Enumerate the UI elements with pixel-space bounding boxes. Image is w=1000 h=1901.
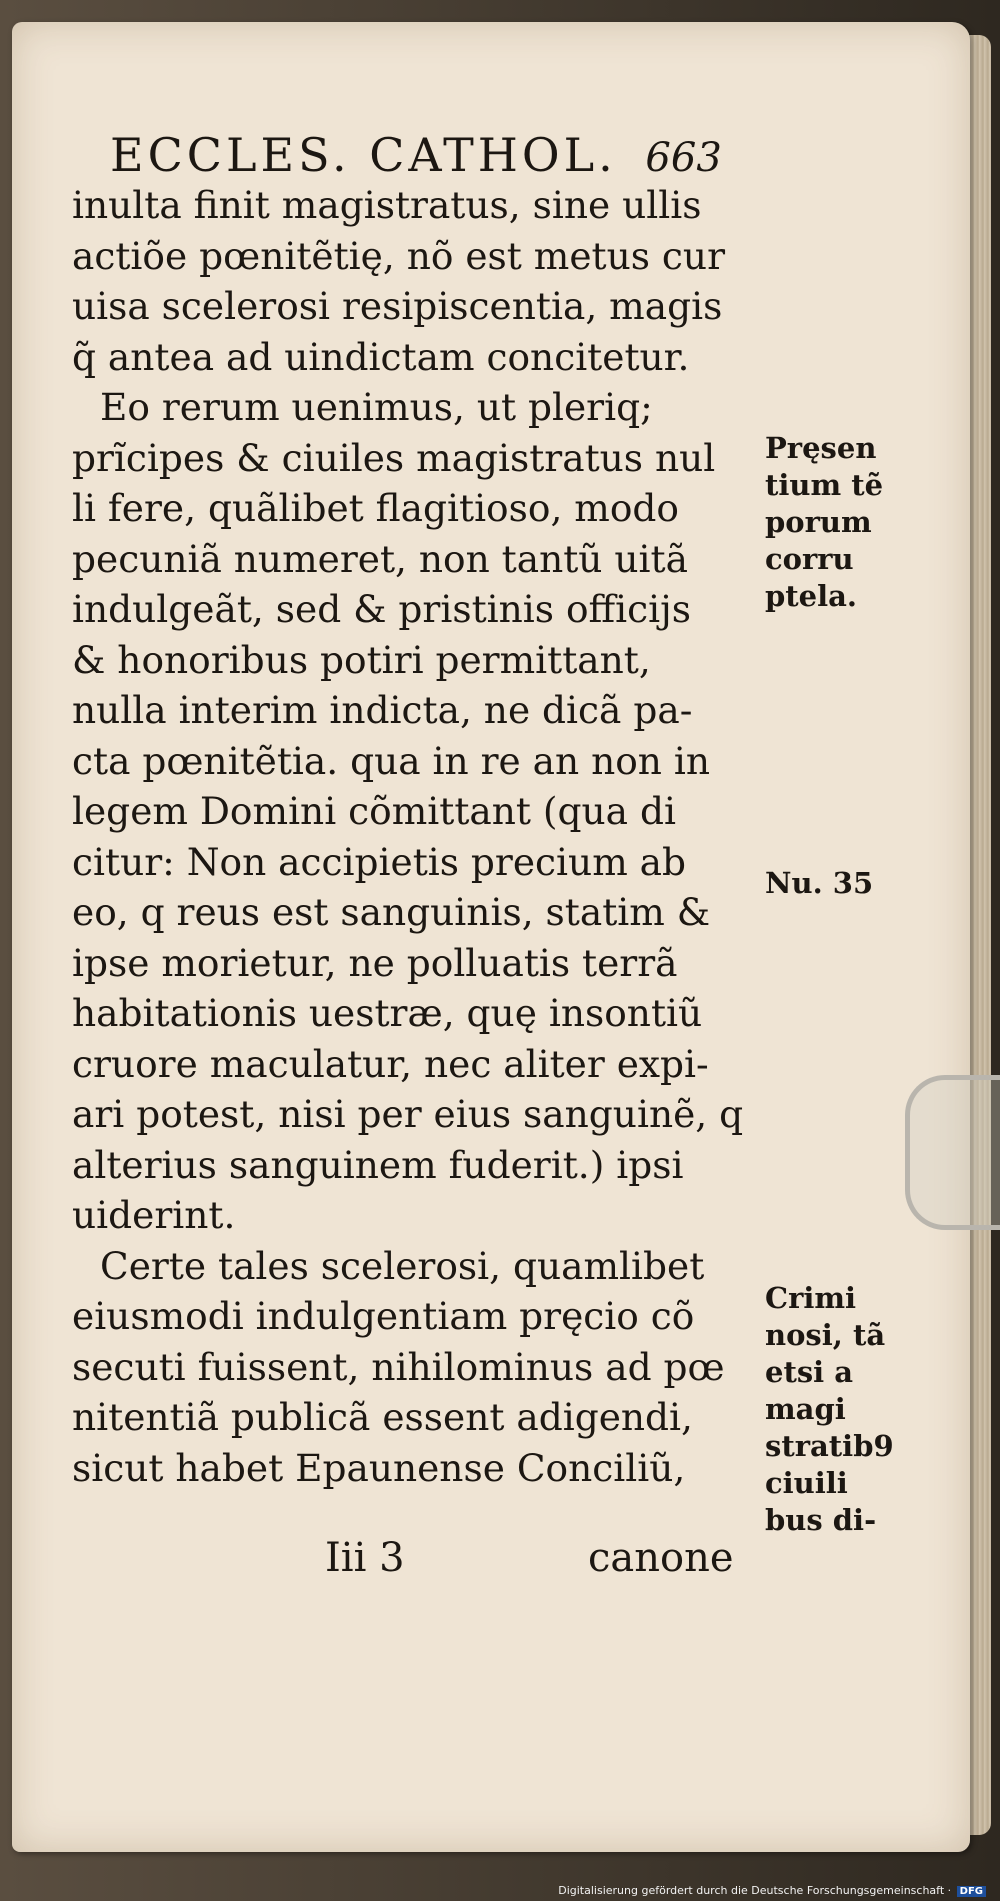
text-line: li fere, quãlibet flagitioso, modo <box>72 486 680 530</box>
margin-note-line: stratib9 <box>765 1429 894 1463</box>
text-line: legem Domini cõmittant (qua di <box>72 789 676 833</box>
margin-note-criminosi <box>765 1280 925 1539</box>
paper-clip <box>905 1075 1000 1230</box>
margin-note-line: etsi a <box>765 1355 854 1389</box>
text-line: nitentiã publicã essent adigendi, <box>72 1395 693 1439</box>
text-line: indulgeãt, sed & pristinis officijs <box>72 587 692 631</box>
text-line: uisa scelerosi resipiscentia, magis <box>72 284 723 328</box>
text-line: secuti fuissent, nihilominus ad pœ <box>72 1344 725 1389</box>
digitization-credit <box>558 1884 986 1897</box>
text-line: pecuniã numeret, non tantũ uitã <box>72 536 688 581</box>
dfg-logo: DFG <box>957 1886 986 1897</box>
running-head-title: ECCLES. CATHOL. <box>110 128 617 182</box>
margin-note-line: porum <box>765 505 872 539</box>
text-line: alterius sanguinem fuderit.) ipsi <box>72 1142 684 1187</box>
text-line: actiõe pœnitẽtię, nõ est metus cur <box>72 233 725 278</box>
paragraph-start-line: Eo rerum uenimus, ut pleriq; <box>100 385 653 429</box>
text-line: citur: Non accipietis precium ab <box>72 839 687 884</box>
margin-note-praesentium <box>765 430 925 615</box>
text-line: ari potest, nisi per eius sanguinẽ, q <box>72 1092 744 1136</box>
main-text-block <box>72 180 762 1493</box>
text-line: cruore maculatur, nec aliter expi- <box>72 1041 709 1086</box>
text-line: inulta finit magistratus, sine ullis <box>72 183 702 227</box>
text-line: q̃ antea ad uindictam concitetur. <box>72 334 690 379</box>
text-line: habitationis uestræ, quę insontiũ <box>72 991 703 1035</box>
text-line: sicut habet Epaunense Conciliũ, <box>72 1445 686 1490</box>
credit-text: Digitalisierung gefördert durch die Deutsche Forschungsgemeinschaft · <box>558 1884 952 1897</box>
text-line: ipse morietur, ne polluatis terrã <box>72 940 678 985</box>
margin-note-line: ciuili <box>765 1466 848 1500</box>
margin-note-line: Crimi <box>765 1281 857 1315</box>
margin-note-line: ptela. <box>765 579 858 613</box>
page-number: 663 <box>645 135 722 181</box>
text-line: eiusmodi indulgentiam pręcio cõ <box>72 1294 695 1338</box>
signature-mark: Iii 3 <box>325 1535 405 1581</box>
text-line: eo, q reus est sanguinis, statim & <box>72 890 711 934</box>
margin-note-line: Nu. 35 <box>765 866 874 900</box>
text-line: uiderint. <box>72 1193 236 1237</box>
margin-note-line: magi <box>765 1392 846 1426</box>
text-line: cta pœnitẽtia. qua in re an non in <box>72 738 711 783</box>
catchword: canone <box>588 1535 734 1581</box>
text-line: nulla interim indicta, ne dicã pa- <box>72 688 693 732</box>
running-head <box>110 128 810 182</box>
paragraph-start-line: Certe tales scelerosi, quamlibet <box>100 1243 705 1288</box>
text-line: prĩcipes & ciuiles magistratus nul <box>72 435 716 480</box>
margin-note-line: nosi, tã <box>765 1318 886 1352</box>
margin-note-line: corru <box>765 542 854 576</box>
margin-note-line: Pręsen <box>765 431 877 465</box>
margin-note-numeri <box>765 865 925 902</box>
margin-note-line: tium tẽ <box>765 468 884 502</box>
margin-note-line: bus di- <box>765 1503 877 1537</box>
text-line: & honoribus potiri permittant, <box>72 637 651 682</box>
